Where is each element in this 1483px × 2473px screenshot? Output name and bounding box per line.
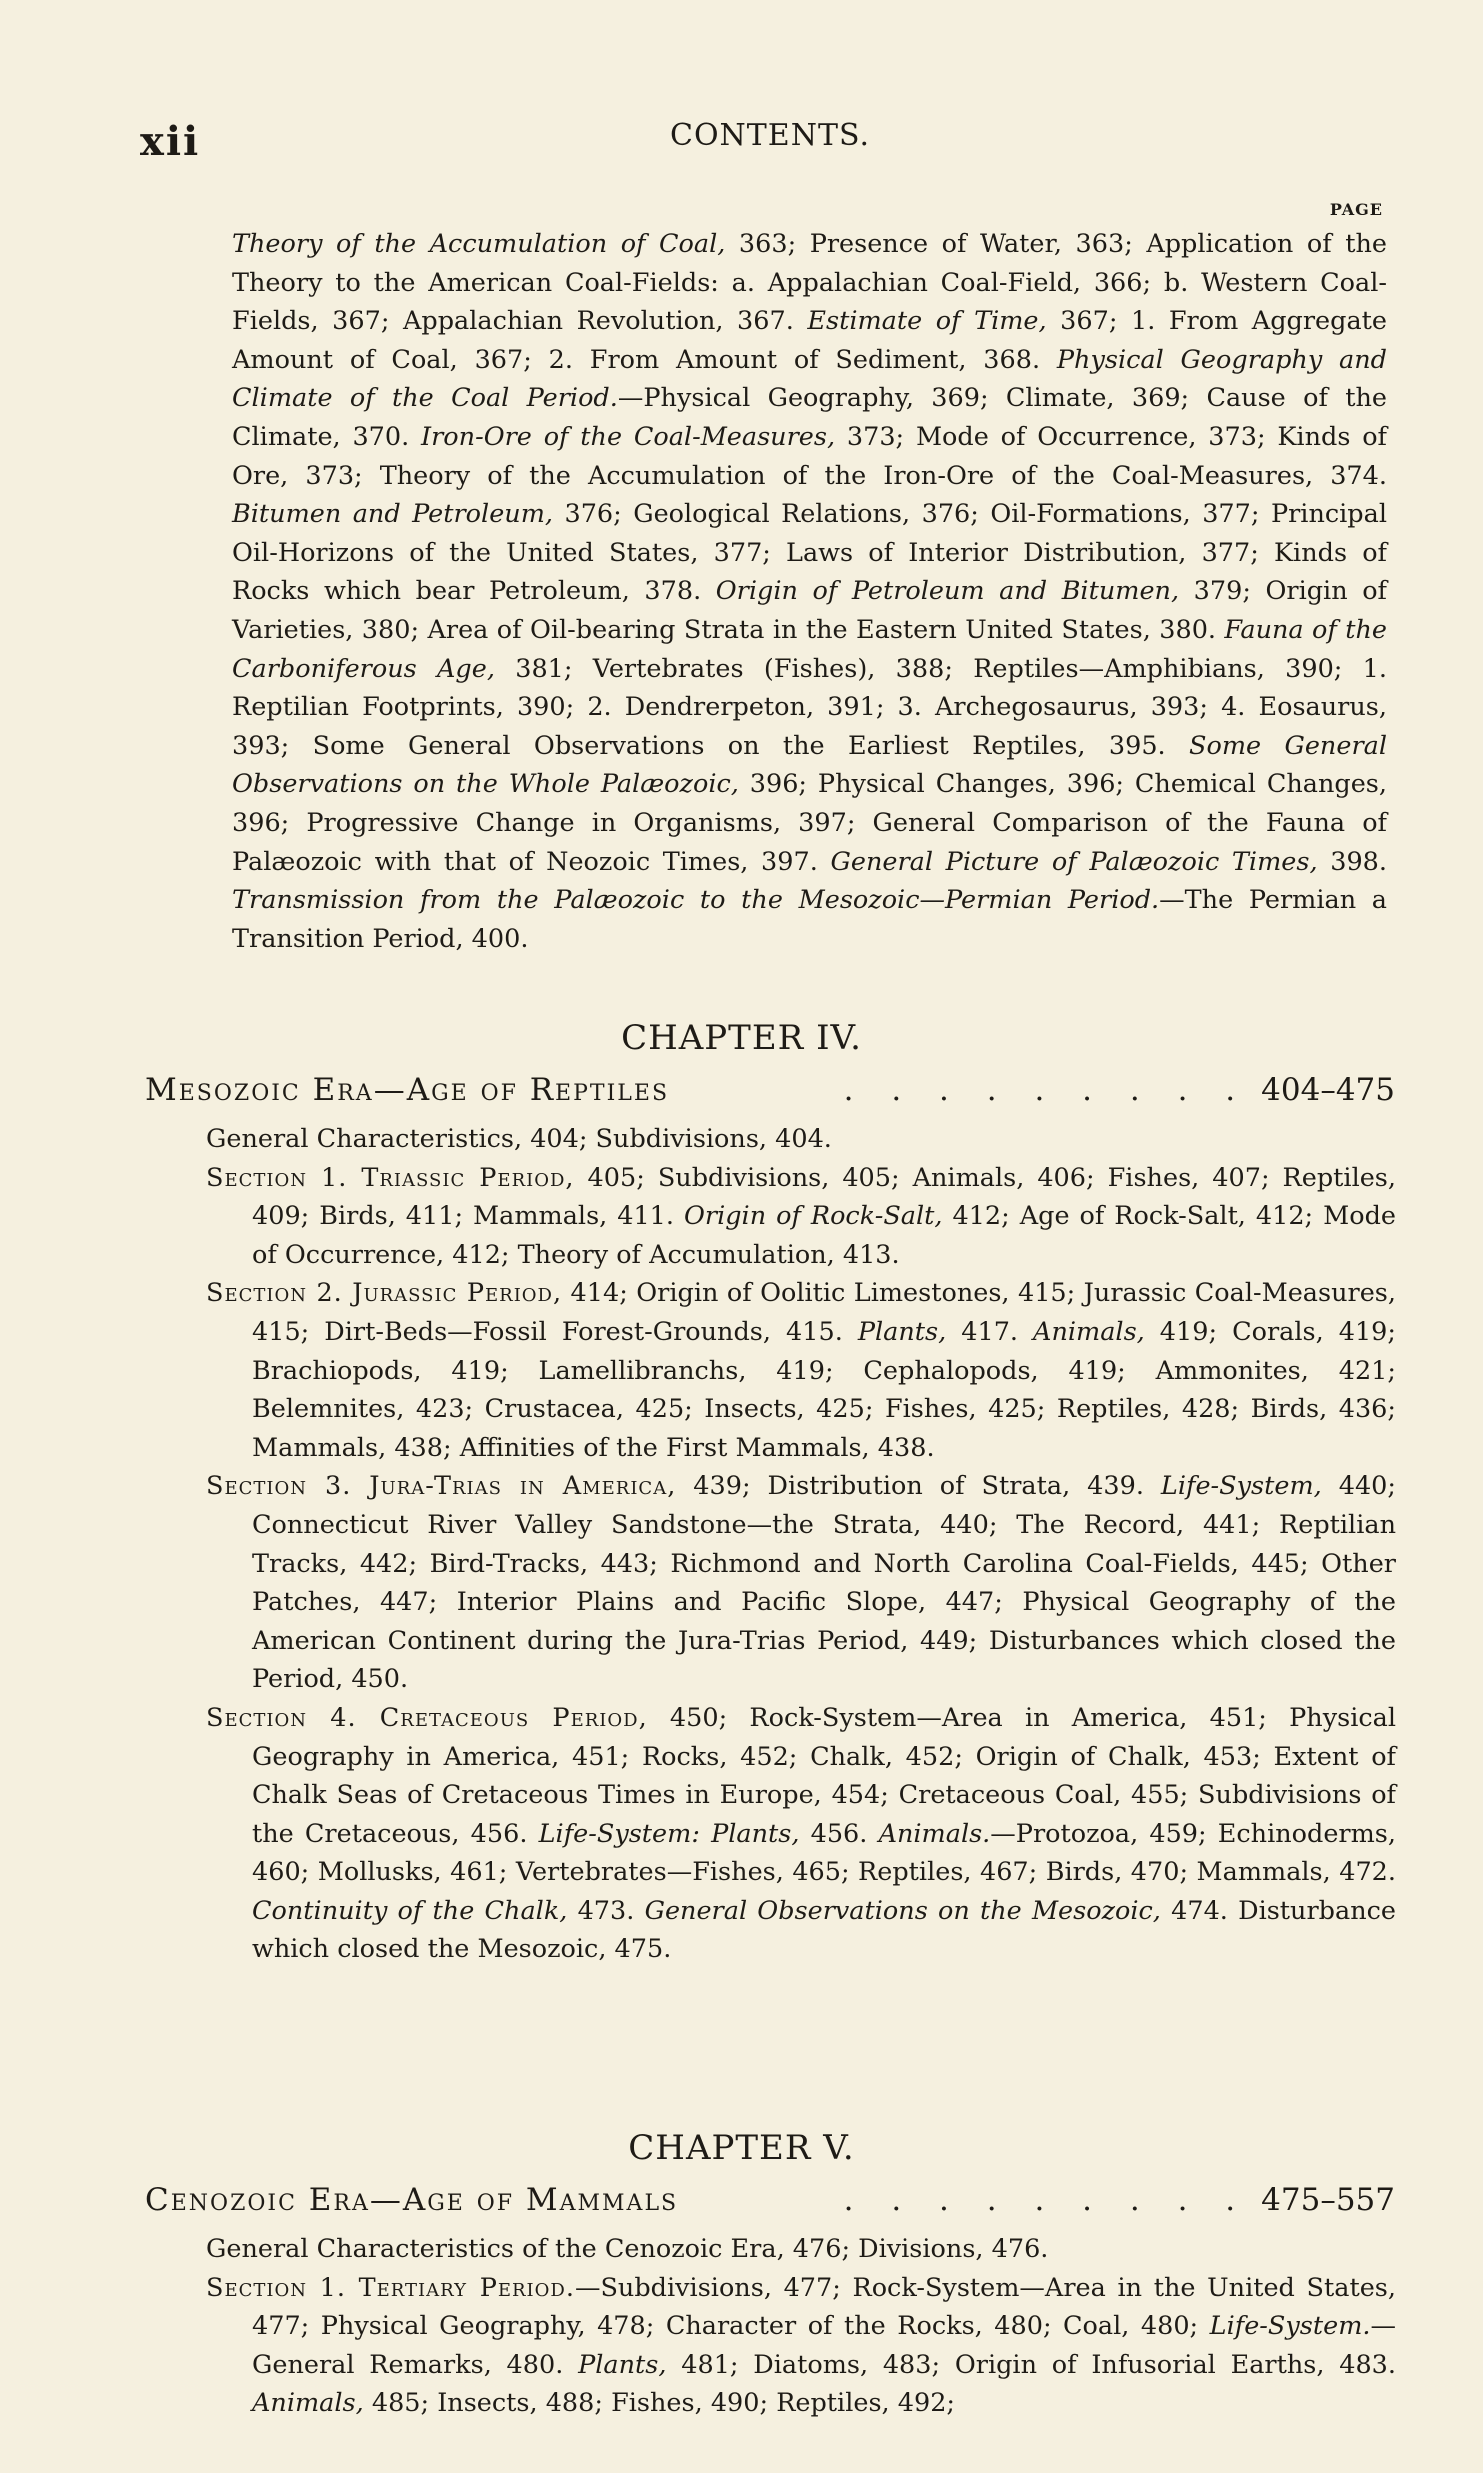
section-heading: Section 3. Jura-Trias in America, [206, 1471, 677, 1502]
entry-text: —General Remarks, 480. [252, 2311, 1396, 2380]
topic-heading: Some General Observations on the Whole Palæozoic, [232, 730, 1387, 800]
chapter-4-general: General Characteristics, 404; Subdivisions, 404. [206, 1124, 832, 1154]
entry-text: 419; Corals, 419; Brachiopods, 419; Lamellibranchs, 419; Cephalopods, 419; Ammonites, 421; Belemnites, 423; Crustacea, 425; Insects, 425; Fishes, 425; Reptiles, 428; Birds, 436; Mammals, 438; Affinities of the First Mammals, 438. [252, 1316, 1396, 1463]
topic-heading: Physical Geography and Climate of the Coal Period. [232, 344, 1387, 414]
entry-text: 456. [799, 1818, 879, 1849]
topic-heading: Animals, [1033, 1316, 1145, 1347]
chapter-5-general: General Characteristics of the Cenozoic Era, 476; Divisions, 476. [206, 2234, 1049, 2264]
chapter-4-era: Mesozoic Era—Age of Reptiles [145, 1072, 670, 1108]
page-column-label: PAGE [1329, 200, 1383, 219]
chapter-4-leader-dots: . . . . . . . . . [843, 1072, 1250, 1108]
entry-text: 485; Insects, 488; Fishes, 490; Reptiles, 492; [363, 2388, 956, 2419]
entry-text: 440; Connecticut River Valley Sandstone—the Strata, 440; The Record, 441; Reptilian Tracks, 442; Bird-Tracks, 443; Richmond and North Carolina Coal-Fields, 445; Other Patches, 447; Interior Plains and Pacific Slope, 447; Physical Geography of the American Continent during the Jura-Trias Period, 449; Disturbances which closed the Period, 450. [252, 1471, 1396, 1695]
entry-text: 481; Diatoms, 483; Origin of Infusorial Earths, 483. [666, 2349, 1396, 2380]
topic-heading: Bitumen and Petroleum, [232, 499, 553, 530]
topic-heading: General Picture of Palæozoic Times, [830, 846, 1318, 877]
entry-text: 379; Origin of Varieties, 380; Area of Oil-bearing Strata in the Eastern United States, 380. [232, 576, 1387, 645]
chapter-5-title: CHAPTER V. [628, 2128, 855, 2168]
topic-heading: Plants, [857, 1316, 947, 1347]
entry-text: 474. Disturbance which closed the Mesozoic, 475. [252, 1895, 1396, 1965]
chapter-5-leader-dots: . . . . . . . . . [843, 2182, 1250, 2218]
chapter-5-pages: 475–557 [1261, 2182, 1395, 2218]
section-heading: Section 1. Triassic Period, [206, 1162, 575, 1193]
chapter-4-pages: 404–475 [1261, 1072, 1395, 1108]
topic-heading: General Observations on the Mesozoic, [644, 1895, 1161, 1926]
page-header [140, 118, 1400, 165]
section-heading: Section 2. Jurassic Period, [206, 1278, 563, 1309]
topic-heading: Animals, [252, 2388, 364, 2419]
section-entry [206, 1467, 1396, 1699]
chapter-4-era-line [145, 1072, 1395, 1108]
topic-heading: Origin of Rock-Salt, [683, 1201, 943, 1232]
running-title: CONTENTS. [670, 118, 870, 153]
section-heading: Section 4. Cretaceous Period, [206, 1702, 648, 1733]
entry-text: 450; Rock-System—Area in America, 451; Physical Geography in America, 451; Rocks, 452; Chalk, 452; Origin of Chalk, 453; Extent of Chalk Seas of Cretaceous Times in Europe, 454; Cretaceous Coal, 455; Subdivisions of the Cretaceous, 456. [252, 1702, 1396, 1849]
topic-heading: Life-System, [1160, 1471, 1322, 1502]
topic-heading: Continuity of the Chalk, [252, 1895, 568, 1926]
section-entry [206, 1159, 1396, 1275]
chapter-5-contents [206, 2230, 1396, 2423]
section-heading: Section 1. Tertiary Period. [206, 2272, 575, 2303]
entry-text: 414; Origin of Oolitic Limestones, 415; Jurassic Coal-Measures, 415; Dirt-Beds—Fossil Forest-Grounds, 415. [252, 1278, 1396, 1347]
topic-heading: Life-System. [1209, 2311, 1371, 2342]
topic-heading: Theory of the Accumulation of Coal, [232, 229, 726, 259]
entry-text: 376; Geological Relations, 376; Oil-Formations, 377; Principal Oil-Horizons of the United States, 377; Laws of Interior Distribution, 377; Kinds of Rocks which bear Petroleum, 378. [232, 499, 1387, 607]
entry-text: —Subdivisions, 477; Rock-System—Area in the United States, 477; Physical Geography, 478; Character of the Rocks, 480; Coal, 480; [252, 2272, 1396, 2342]
entry-text: 367; 1. From Aggregate Amount of Coal, 367; 2. From Amount of Sediment, 368. [232, 306, 1388, 375]
section-entry [206, 1699, 1396, 1969]
topic-heading: Plants, [578, 2349, 667, 2380]
entry-text: 373; Mode of Occurrence, 373; Kinds of Ore, 373; Theory of the Accumulation of the Iron-Ore of the Coal-Measures, 374. [232, 421, 1387, 491]
topic-heading: Animals. [878, 1818, 991, 1849]
entry-text: 417. [946, 1316, 1034, 1347]
topic-heading: Life-System: Plants, [538, 1818, 800, 1849]
topic-heading: Estimate of Time, [807, 306, 1047, 337]
section-entry [206, 1274, 1396, 1467]
chapter-5-sections [206, 2269, 1396, 2423]
chapter-4-contents [206, 1120, 1396, 1969]
entry-text: —Physical Geography, 369; Climate, 369; Cause of the Climate, 370. [232, 383, 1387, 452]
topic-heading: Transmission from the Palæozoic to the Mesozoic—Permian Period. [232, 885, 1160, 916]
entry-text: 473. [567, 1895, 645, 1926]
chapter-4-sections [206, 1159, 1396, 1969]
entry-text: 412; Age of Rock-Salt, 412; Mode of Occurrence, 412; Theory of Accumulation, 413. [252, 1201, 1396, 1270]
topic-heading: Iron-Ore of the Coal-Measures, [421, 421, 836, 452]
page-number: xii [140, 118, 201, 165]
entry-text: 381; Vertebrates (Fishes), 388; Reptiles—Amphibians, 390; 1. Reptilian Footprints, 390; 2. Dendrerpeton, 391; 3. Archegosaurus, 393; 4. Eosaurus, 393; Some General Observations on the Earliest Reptiles, 395. [232, 653, 1388, 761]
entry-text: 439; Distribution of Strata, 439. [676, 1471, 1161, 1502]
chapter-5-era-line [145, 2182, 1395, 2218]
entry-text: 398. [1317, 846, 1388, 877]
chapter-5-era: Cenozoic Era—Age of Mammals [145, 2182, 679, 2218]
topic-heading: Fauna of the Carboniferous Age, [232, 614, 1387, 684]
entry-text: 396; Physical Changes, 396; Chemical Changes, 396; Progressive Change in Organisms, 397; General Comparison of the Fauna of Palæozoic with that of Neozoic Times, 397. [232, 769, 1387, 877]
entry-text: —The Permian a Transition Period, 400. [232, 885, 1387, 954]
entry-text: 405; Subdivisions, 405; Animals, 406; Fishes, 407; Reptiles, 409; Birds, 411; Mammals, 411. [252, 1162, 1397, 1232]
entry-text: 363; Presence of Water, 363; Application of the Theory to the American Coal-Fields: a. Appalachian Coal-Field, 366; b. Western Coal-Fields, 367; Appalachian Revolution, 367. [232, 229, 1387, 337]
chapter-4-title: CHAPTER IV. [621, 1018, 862, 1058]
section-entry [206, 2269, 1396, 2423]
topic-heading: Origin of Petroleum and Bitumen, [715, 576, 1180, 607]
entry-text: —Protozoa, 459; Echinoderms, 460; Mollusks, 461; Vertebrates—Fishes, 465; Reptiles, 467; Birds, 470; Mammals, 472. [252, 1818, 1396, 1888]
intro-paragraph [232, 225, 1387, 958]
